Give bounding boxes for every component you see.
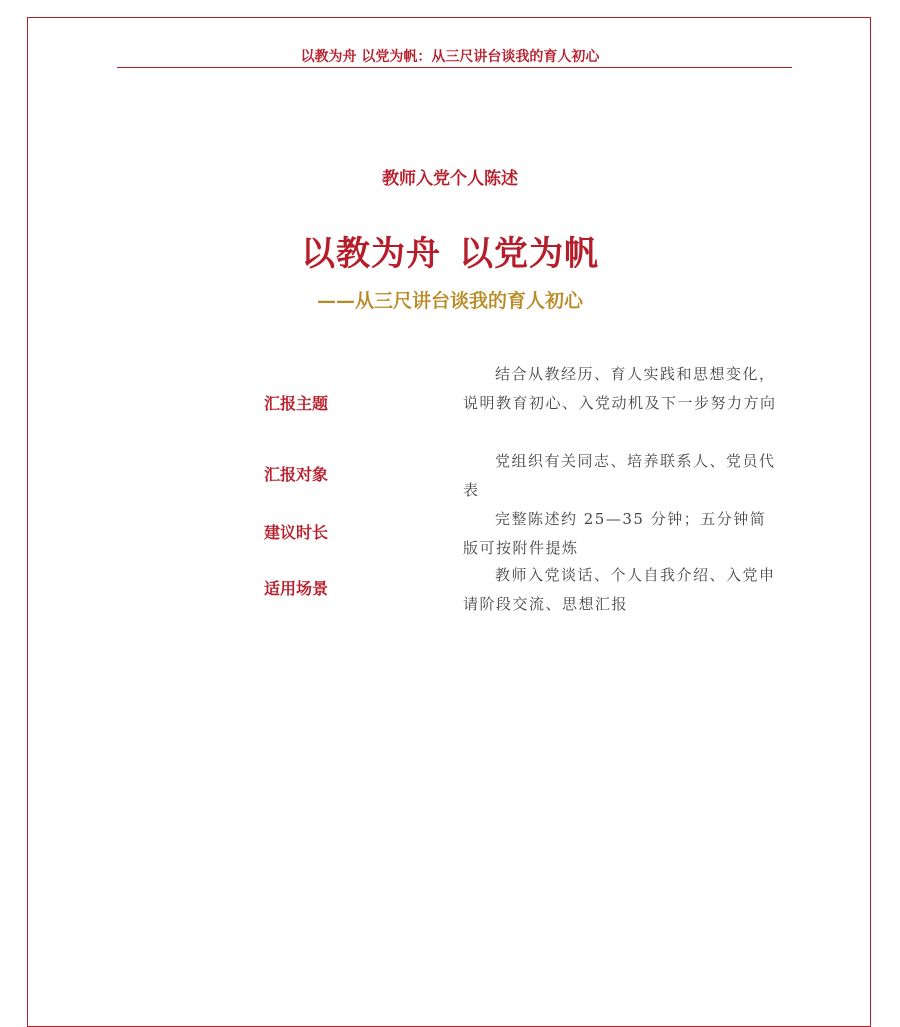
main-title-part2: 以党为帆: [459, 234, 599, 274]
info-label: 适用场景: [264, 579, 329, 598]
info-label: 汇报主题: [264, 394, 329, 413]
main-title-part1: 以教为舟: [301, 234, 441, 274]
info-value: 完整陈述约 25—35 分钟；五分钟简版可按附件提炼: [463, 510, 767, 557]
info-value: 教师入党谈话、个人自我介绍、入党申请阶段交流、思想汇报: [463, 566, 776, 613]
subtitle: ——从三尺讲台谈我的育人初心: [316, 290, 583, 312]
running-header: 以教为舟 以党为帆：从三尺讲台谈我的育人初心: [300, 49, 600, 65]
info-value: 结合从教经历、育人实践和思想变化，说明教育初心、入党动机及下一步努力方向: [463, 365, 777, 412]
info-value: 党组织有关同志、培养联系人、党员代表: [463, 452, 776, 499]
header-rule: [117, 67, 792, 68]
main-title: [0, 226, 900, 275]
info-label: 建议时长: [264, 523, 329, 542]
document-type-label: 教师入党个人陈述: [382, 169, 518, 189]
info-label: 汇报对象: [264, 465, 329, 484]
